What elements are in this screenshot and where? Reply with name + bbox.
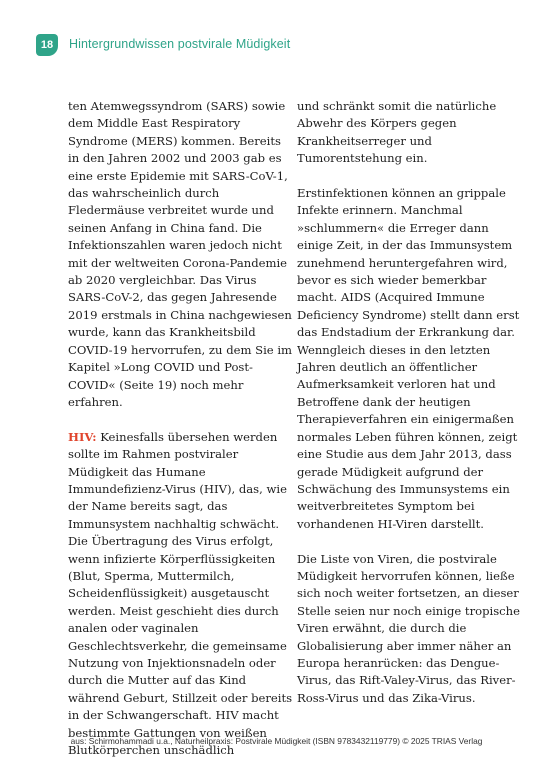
hiv-label: HIV:	[68, 429, 97, 444]
paragraph-immune-defense: und schränkt somit die natürliche Abwehr des Körpers gegen Krankheitserreger und Tumorentstehung ein.	[297, 99, 497, 166]
left-text-column	[68, 98, 295, 777]
right-text-column	[297, 98, 524, 725]
paragraph-hiv	[68, 429, 295, 760]
running-header-title: Hintergrundwissen postvirale Müdigkeit	[69, 37, 291, 51]
paragraph-virus-list: Die Liste von Viren, die postvirale Müdigkeit hervorrufen können, ließe sich noch weiter fortsetzen, an dieser Stelle seien nur noch einige tropische Viren erwähnt, die durch die Globalisierung aber immer näher an Europa heranrücken: das Dengue-Virus, das Rift-Valey-Virus, das River-Ross-Virus und das Zika-Virus.	[297, 551, 521, 705]
paragraph-sars: ten Atemwegssyndrom (SARS) sowie dem Middle East Respiratory Syndrome (MERS) kommen. Bereits in den Jahren 2002 und 2003 gab es eine erste Epidemie mit SARS-CoV-1, das wahrscheinlich durch Fledermäuse verbreitet wurde und seinen Anfang in China fand. Die Infektionszahlen waren jedoch nicht mit der weltweiten Corona-Pandemie ab 2020 vergleichbar. Das Virus SARS-CoV-2, das gegen Jahresende 2019 erstmals in China nachgewiesen wurde, kann das Krankheitsbild COVID-19 hervorrufen, zu dem Sie im Kapitel »Long COVID und Post-COVID« (Seite 19) noch mehr erfahren.	[68, 99, 293, 409]
paragraph-initial-infection: Erstinfektionen können an grippale Infekte erinnern. Manchmal »schlummern« die Erreger dann einige Zeit, in der das Immunsystem zunehmend heruntergefahren wird, bevor es sich wieder bemerkbar macht. AIDS (Acquired Immune Deficiency Syndrome) stellt dann erst das Endstadium der Erkrankung dar. Wenngleich dieses in den letzten Jahren deutlich an öffentlicher Aufmerksamkeit verloren hat und Betroffene dank der heutigen Therapieverfahren ein einigermaßen normales Leben führen können, zeigt eine Studie aus dem Jahr 2013, dass gerade Müdigkeit aufgrund der Schwächung des Immunsystems ein weitverbreitetes Symptom bei vorhandenen HI-Viren darstellt.	[297, 186, 520, 531]
page-number-badge: 18	[36, 34, 58, 56]
hiv-text: Keinesfalls übersehen werden sollte im Rahmen postviraler Müdigkeit das Humane Immundefizienz-Virus (HIV), das, wie der Name bereits sagt, das Immunsystem nachhaltig schwächt. Die Übertragung des Virus erfolgt, wenn infizierte Körperflüssigkeiten (Blut, Sperma, Muttermilch, Scheidenflüssigkeit) ausgetauscht werden. Meist geschieht dies durch analen oder vaginalen Geschlechtsverkehr, die gemeinsame Nutzung von Injektionsnadeln oder durch die Mutter auf das Kind während Geburt, Stillzeit oder bereits in der Schwangerschaft. HIV macht bestimmte Gattungen von weißen Blutkörperchen unschädlich	[68, 429, 293, 758]
source-footer: aus: Schirmohammadi u.a., Naturheilpraxis: Postvirale Müdigkeit (ISBN 9783432119779) © 2025 TRIAS Verlag	[70, 736, 483, 746]
